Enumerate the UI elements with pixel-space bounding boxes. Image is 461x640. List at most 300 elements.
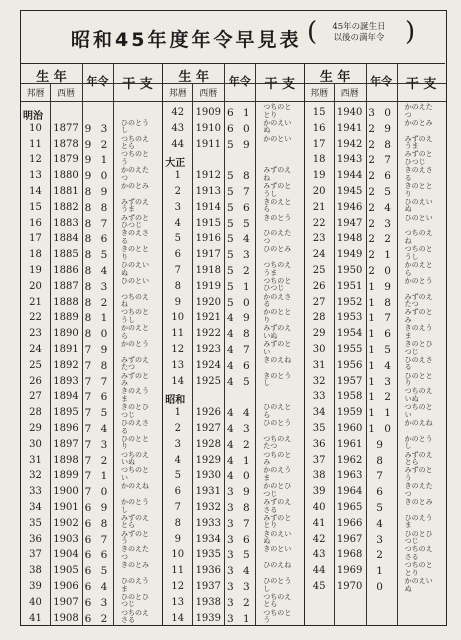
- header-hobi: 邦暦: [26, 89, 45, 99]
- cell-eto: つちのえさる: [404, 545, 433, 561]
- cell-western-year: 1909: [195, 107, 222, 118]
- cell-age: 7: [376, 470, 386, 483]
- cell-japanese-year: 12: [171, 344, 185, 355]
- cell-eto: ひのとうし: [121, 118, 149, 135]
- cell-eto: きのえたつ: [404, 482, 433, 498]
- cell-age: 1 4: [368, 359, 394, 372]
- cell-japanese-year: 40: [312, 502, 326, 513]
- cell-age: 3 6: [226, 533, 253, 546]
- cell-eto: きのえさる: [121, 229, 149, 245]
- cell-japanese-year: 13: [171, 596, 185, 608]
- cell-age: 3 3: [226, 581, 253, 593]
- cell-western-year: 1931: [195, 486, 222, 498]
- cell-western-year: 1961: [336, 438, 363, 450]
- cell-eto: つちのえさる: [121, 608, 149, 625]
- header-rule: [224, 101, 304, 102]
- cell-western-year: 1924: [195, 359, 222, 371]
- cell-age: 5 0: [226, 296, 253, 309]
- cell-age: 2: [376, 549, 386, 562]
- era-label: 昭和: [165, 395, 186, 407]
- cell-age: 6 0: [226, 122, 253, 135]
- header-rule: [82, 101, 162, 102]
- cell-western-year: 1883: [53, 217, 79, 229]
- cell-eto: みずのとひつじ: [404, 150, 433, 166]
- cell-age: 5: [376, 502, 386, 514]
- cell-western-year: 1877: [53, 122, 79, 134]
- cell-age: 4 2: [226, 438, 253, 451]
- cell-western-year: 1941: [336, 122, 363, 134]
- header-birth-year: 生 年: [36, 70, 67, 85]
- cell-age: 9 2: [84, 138, 111, 151]
- cell-western-year: 1880: [53, 170, 79, 182]
- cell-age: 3 4: [226, 565, 253, 578]
- header-hobi: 邦暦: [310, 89, 329, 99]
- header-age: 年令: [86, 75, 109, 88]
- cell-japanese-year: 14: [29, 186, 42, 197]
- cell-western-year: 1888: [53, 296, 79, 308]
- cell-western-year: 1934: [195, 533, 222, 545]
- cell-age: 1 9: [368, 280, 394, 293]
- cell-japanese-year: 32: [312, 375, 326, 387]
- header-eto: 干 支: [122, 77, 153, 92]
- cell-japanese-year: 7: [174, 265, 181, 276]
- cell-eto: きのえうま: [121, 387, 149, 403]
- cell-western-year: 1919: [195, 280, 222, 292]
- cell-eto: つちのとうし: [121, 308, 149, 324]
- era-label: 大正: [165, 158, 186, 170]
- cell-eto: かのえね: [404, 419, 433, 427]
- cell-western-year: 1967: [336, 533, 363, 545]
- cell-western-year: 1954: [336, 328, 363, 340]
- cell-japanese-year: 32: [29, 470, 42, 482]
- cell-eto: つちのととり: [404, 561, 433, 577]
- cell-japanese-year: 21: [29, 296, 42, 308]
- cell-western-year: 1905: [53, 565, 79, 577]
- cell-age: 2 0: [368, 265, 394, 277]
- cell-age: 9 0: [84, 170, 111, 183]
- cell-japanese-year: 25: [29, 359, 42, 371]
- cell-western-year: 1914: [195, 201, 222, 213]
- cell-japanese-year: 45: [312, 581, 326, 592]
- cell-age: 3 1: [226, 612, 253, 625]
- cell-age: 6 7: [84, 533, 111, 546]
- cell-age: 2 8: [368, 138, 394, 151]
- cell-age: 8: [376, 454, 386, 467]
- cell-eto: きのえうま: [404, 324, 433, 340]
- cell-japanese-year: 25: [312, 265, 326, 276]
- cell-age: 3 8: [226, 502, 253, 514]
- cell-japanese-year: 16: [312, 122, 326, 134]
- cell-western-year: 1891: [53, 344, 79, 355]
- cell-eto: きのえとら: [263, 197, 292, 214]
- cell-age: 5 3: [226, 249, 253, 262]
- cell-japanese-year: 16: [29, 217, 42, 229]
- cell-eto: かのとみ: [121, 182, 149, 190]
- cell-western-year: 1970: [336, 581, 363, 592]
- cell-eto: きのととり: [121, 245, 149, 261]
- cell-japanese-year: 4: [174, 217, 181, 229]
- cell-age: 2 9: [368, 122, 394, 135]
- cell-japanese-year: 43: [312, 549, 326, 561]
- cell-eto: みずのとうし: [263, 182, 292, 198]
- cell-japanese-year: 14: [171, 375, 185, 387]
- cell-age: 6 3: [84, 596, 111, 609]
- cell-western-year: 1955: [336, 344, 363, 355]
- cell-western-year: 1917: [195, 249, 222, 261]
- cell-western-year: 1904: [53, 549, 79, 561]
- cell-japanese-year: 34: [312, 407, 326, 419]
- cell-japanese-year: 38: [312, 470, 326, 482]
- cell-age: 8 9: [84, 186, 111, 198]
- cell-western-year: 1927: [195, 423, 222, 434]
- cell-eto: ひのえね: [263, 561, 292, 570]
- header-row-sub: [21, 83, 82, 102]
- cell-japanese-year: 15: [312, 107, 326, 118]
- cell-eto: かのとうし: [121, 498, 149, 514]
- cell-age: 8 2: [84, 296, 111, 309]
- cell-japanese-year: 6: [174, 486, 181, 498]
- cell-japanese-year: 20: [312, 186, 326, 197]
- cell-age: 4 5: [226, 375, 253, 388]
- cell-japanese-year: 13: [29, 170, 42, 182]
- cell-western-year: 1968: [336, 549, 363, 561]
- cell-age: 7 7: [84, 375, 111, 388]
- cell-japanese-year: 10: [29, 122, 42, 134]
- cell-eto: みずのとひつじ: [121, 213, 149, 230]
- cell-age: 6 8: [84, 517, 111, 530]
- cell-eto: きのととり: [404, 182, 433, 198]
- page-title: 昭和45年度年令早見表: [71, 29, 302, 51]
- cell-eto: きのえね: [263, 355, 292, 364]
- cell-western-year: 1900: [53, 486, 79, 498]
- cell-eto: みずのえね: [263, 166, 292, 182]
- cell-eto: みずのとう: [404, 466, 433, 482]
- cell-eto: ひのえうま: [121, 577, 149, 593]
- cell-age: 4 0: [226, 470, 253, 483]
- cell-western-year: 1913: [195, 186, 222, 197]
- cell-western-year: 1902: [53, 517, 79, 529]
- cell-age: 6 6: [84, 549, 111, 562]
- cell-eto: つちのとう: [263, 608, 292, 625]
- cell-western-year: 1962: [336, 454, 363, 466]
- cell-age: 9 1: [84, 154, 111, 167]
- cell-age: 8 4: [84, 265, 111, 277]
- cell-japanese-year: 24: [29, 344, 42, 355]
- cell-age: 5 4: [226, 233, 253, 246]
- cell-japanese-year: 28: [312, 312, 326, 324]
- header-birth-year: 生 年: [319, 70, 351, 85]
- cell-japanese-year: 14: [171, 612, 185, 624]
- cell-western-year: 1957: [336, 375, 363, 387]
- cell-japanese-year: 26: [29, 375, 42, 387]
- cell-eto: かのえとら: [404, 261, 433, 277]
- title-note-line1: 45年の誕生日: [332, 22, 386, 32]
- cell-age: 6 9: [84, 502, 111, 514]
- cell-age: 7 6: [84, 391, 111, 404]
- cell-japanese-year: 37: [312, 454, 326, 466]
- cell-age: 7 2: [84, 454, 111, 467]
- cell-eto: つちのえとら: [263, 592, 292, 609]
- cell-western-year: 1930: [195, 470, 222, 482]
- cell-japanese-year: 27: [312, 296, 326, 308]
- cell-eto: ひのえいぬ: [404, 197, 433, 214]
- note-close-paren: ): [405, 17, 416, 47]
- cell-japanese-year: 15: [29, 201, 42, 213]
- cell-age: 7 8: [84, 359, 111, 372]
- cell-age: 3 0: [368, 107, 394, 119]
- cell-age: 8 3: [84, 280, 111, 293]
- table-section-2: [162, 63, 304, 625]
- cell-japanese-year: 44: [171, 138, 185, 150]
- cell-japanese-year: 10: [171, 312, 185, 324]
- cell-age: 7 5: [84, 407, 111, 420]
- cell-age: 2 6: [368, 170, 394, 183]
- cell-eto: みずのとみ: [404, 308, 433, 324]
- cell-western-year: 1921: [195, 312, 222, 324]
- cell-japanese-year: 3: [174, 201, 181, 213]
- cell-western-year: 1901: [53, 502, 79, 513]
- cell-eto: きのとみ: [404, 498, 433, 506]
- cell-age: 2 5: [368, 186, 394, 198]
- cell-eto: かのとう: [121, 340, 149, 348]
- cell-japanese-year: 11: [171, 328, 185, 340]
- cell-eto: きのとひつじ: [404, 340, 433, 356]
- cell-age: 4 9: [226, 312, 253, 325]
- cell-age: 3 5: [226, 549, 253, 562]
- cell-japanese-year: 36: [312, 438, 326, 450]
- cell-age: 3 7: [226, 517, 253, 530]
- cell-japanese-year: 38: [29, 565, 42, 577]
- cell-japanese-year: 35: [312, 423, 326, 434]
- cell-age: 9 3: [84, 122, 111, 135]
- cell-age: 5 5: [226, 217, 253, 230]
- cell-eto: かのえさる: [263, 292, 292, 309]
- header-age: 年令: [370, 75, 393, 88]
- cell-eto: つちのえね: [404, 229, 433, 245]
- cell-western-year: 1936: [195, 565, 222, 577]
- cell-japanese-year: 35: [29, 517, 42, 529]
- cell-western-year: 1940: [336, 107, 363, 118]
- cell-eto: つちのとみ: [263, 450, 292, 467]
- cell-eto: みずのえたつ: [404, 292, 433, 309]
- cell-eto: かのととり: [263, 308, 292, 324]
- cell-western-year: 1942: [336, 138, 363, 150]
- cell-western-year: 1922: [195, 328, 222, 340]
- cell-japanese-year: 13: [171, 359, 185, 371]
- cell-age: 4 7: [226, 344, 253, 356]
- cell-age: 2 7: [368, 154, 394, 167]
- cell-eto: みずのえうま: [404, 134, 433, 151]
- cell-japanese-year: 39: [312, 486, 326, 498]
- cell-western-year: 1926: [195, 407, 222, 419]
- cell-japanese-year: 20: [29, 280, 42, 292]
- cell-eto: ひのとうし: [263, 577, 292, 593]
- cell-japanese-year: 2: [174, 186, 181, 197]
- cell-eto: かのとうし: [404, 434, 433, 451]
- cell-western-year: 1884: [53, 233, 79, 245]
- cell-age: 1 6: [368, 328, 394, 341]
- cell-age: 0: [376, 581, 386, 593]
- cell-japanese-year: 22: [29, 312, 42, 324]
- cell-eto: かのとみ: [404, 118, 433, 127]
- header-seireki: 西暦: [340, 89, 359, 99]
- cell-age: 1 0: [368, 423, 394, 435]
- title-note: [313, 22, 405, 44]
- cell-western-year: 1918: [195, 265, 222, 276]
- cell-eto: つちのえうま: [263, 261, 292, 277]
- cell-age: 5 1: [226, 280, 253, 293]
- cell-age: 7 9: [84, 344, 111, 356]
- cell-western-year: 1929: [195, 454, 222, 466]
- cell-western-year: 1960: [336, 423, 363, 434]
- cell-japanese-year: 26: [312, 280, 326, 292]
- cell-western-year: 1938: [195, 596, 222, 608]
- cell-age: 7 1: [84, 470, 111, 483]
- cell-japanese-year: 2: [174, 423, 181, 434]
- cell-western-year: 1947: [336, 217, 363, 229]
- cell-western-year: 1928: [195, 438, 222, 450]
- header-rule: [366, 101, 446, 102]
- cell-eto: ひのとひつじ: [404, 529, 433, 546]
- cell-western-year: 1893: [53, 375, 79, 387]
- cell-japanese-year: 8: [174, 517, 181, 529]
- cell-japanese-year: 29: [312, 328, 326, 340]
- table-frame: [20, 10, 447, 626]
- cell-eto: みずのとい: [263, 340, 292, 356]
- cell-japanese-year: 12: [29, 154, 42, 166]
- cell-age: 4 3: [226, 423, 253, 435]
- cell-age: 5 7: [226, 186, 253, 198]
- cell-western-year: 1912: [195, 170, 222, 182]
- cell-eto: きのえたつ: [121, 545, 149, 561]
- cell-eto: きのとうし: [263, 371, 292, 388]
- cell-eto: かのとい: [263, 134, 292, 143]
- header-seireki: 西暦: [199, 89, 218, 99]
- cell-eto: つちのえいぬ: [404, 387, 433, 403]
- cell-age: 1: [376, 565, 386, 578]
- header-hobi: 邦暦: [168, 89, 187, 99]
- header-seireki: 西暦: [56, 89, 75, 99]
- cell-japanese-year: 30: [29, 438, 42, 450]
- cell-western-year: 1956: [336, 359, 363, 371]
- cell-japanese-year: 34: [29, 502, 42, 513]
- cell-japanese-year: 39: [29, 581, 42, 592]
- cell-age: 8 0: [84, 328, 111, 341]
- cell-japanese-year: 12: [171, 581, 185, 592]
- cell-western-year: 1887: [53, 280, 79, 292]
- cell-japanese-year: 21: [312, 201, 326, 213]
- cell-age: 8 8: [84, 201, 111, 214]
- cell-western-year: 1951: [336, 280, 363, 292]
- cell-japanese-year: 28: [29, 407, 42, 419]
- cell-western-year: 1910: [195, 122, 222, 134]
- cell-age: 7 0: [84, 486, 111, 499]
- cell-eto: つちのととり: [263, 103, 292, 119]
- cell-eto: つちのえたつ: [263, 434, 292, 451]
- cell-age: 6 5: [84, 565, 111, 578]
- cell-age: 9: [376, 438, 386, 451]
- cell-japanese-year: 33: [29, 486, 42, 498]
- cell-japanese-year: 11: [29, 138, 42, 150]
- cell-japanese-year: 29: [29, 423, 42, 434]
- cell-western-year: 1952: [336, 296, 363, 308]
- cell-western-year: 1923: [195, 344, 222, 355]
- cell-eto: ひのとい: [404, 213, 433, 222]
- cell-western-year: 1932: [195, 502, 222, 513]
- table-row: [305, 577, 446, 599]
- cell-japanese-year: 18: [29, 249, 42, 261]
- cell-eto: ひのえとら: [263, 403, 292, 419]
- cell-japanese-year: 42: [312, 533, 326, 545]
- cell-japanese-year: 9: [174, 296, 181, 308]
- cell-western-year: 1945: [336, 186, 363, 197]
- cell-western-year: 1916: [195, 233, 222, 245]
- cell-western-year: 1948: [336, 233, 363, 245]
- cell-age: 6 2: [84, 612, 111, 625]
- cell-eto: みずのえうま: [121, 197, 149, 214]
- cell-eto: ひのととり: [404, 371, 433, 388]
- cell-eto: きのとい: [263, 545, 292, 554]
- header-eto: 干 支: [264, 77, 296, 92]
- cell-eto: ひのとう: [263, 419, 292, 427]
- cell-age: 8 7: [84, 217, 111, 230]
- cell-western-year: 1915: [195, 217, 222, 229]
- cell-eto: きのとう: [263, 213, 292, 222]
- cell-eto: ひのえさる: [121, 419, 149, 435]
- cell-eto: きのとみ: [121, 561, 149, 570]
- cell-western-year: 1943: [336, 154, 363, 166]
- cell-eto: かのえね: [121, 482, 149, 491]
- cell-eto: かのえとら: [121, 324, 149, 340]
- cell-eto: つちのえとら: [121, 134, 149, 151]
- cell-eto: みずのえたつ: [121, 355, 149, 372]
- cell-age: 2 4: [368, 201, 394, 214]
- cell-eto: つちのとひつじ: [263, 276, 292, 293]
- cell-western-year: 1892: [53, 359, 79, 371]
- cell-japanese-year: 9: [174, 533, 181, 545]
- cell-eto: つちのとい: [121, 466, 149, 482]
- cell-age: 8 1: [84, 312, 111, 325]
- cell-eto: ひのととり: [121, 434, 149, 451]
- cell-eto: みずのえとら: [404, 450, 433, 467]
- cell-eto: ひのとひつじ: [121, 592, 149, 609]
- era-label: 明治: [23, 111, 43, 122]
- cell-eto: つちのえいぬ: [121, 450, 149, 467]
- cell-japanese-year: 17: [29, 233, 42, 245]
- cell-age: 4 6: [226, 359, 253, 372]
- cell-eto: きのえさる: [404, 166, 433, 182]
- cell-japanese-year: 27: [29, 391, 42, 403]
- cell-western-year: 1949: [336, 249, 363, 261]
- cell-western-year: 1920: [195, 296, 222, 308]
- cell-western-year: 1895: [53, 407, 79, 419]
- cell-japanese-year: 5: [174, 470, 181, 482]
- cell-eto: かのとう: [404, 276, 433, 285]
- cell-japanese-year: 30: [312, 344, 326, 355]
- cell-japanese-year: 4: [174, 454, 181, 466]
- cell-age: 6 1: [226, 107, 253, 119]
- cell-japanese-year: 8: [174, 280, 181, 292]
- cell-age: 7 3: [84, 438, 111, 451]
- cell-eto: みずのえとら: [121, 513, 149, 530]
- cell-age: 3: [376, 533, 386, 546]
- cell-eto: かのえたつ: [404, 103, 433, 119]
- cell-western-year: 1965: [336, 502, 363, 513]
- cell-eto: みずのとう: [121, 529, 149, 546]
- cell-age: 5 2: [226, 265, 253, 277]
- cell-age: 1 3: [368, 375, 394, 388]
- cell-age: 1 2: [368, 391, 394, 404]
